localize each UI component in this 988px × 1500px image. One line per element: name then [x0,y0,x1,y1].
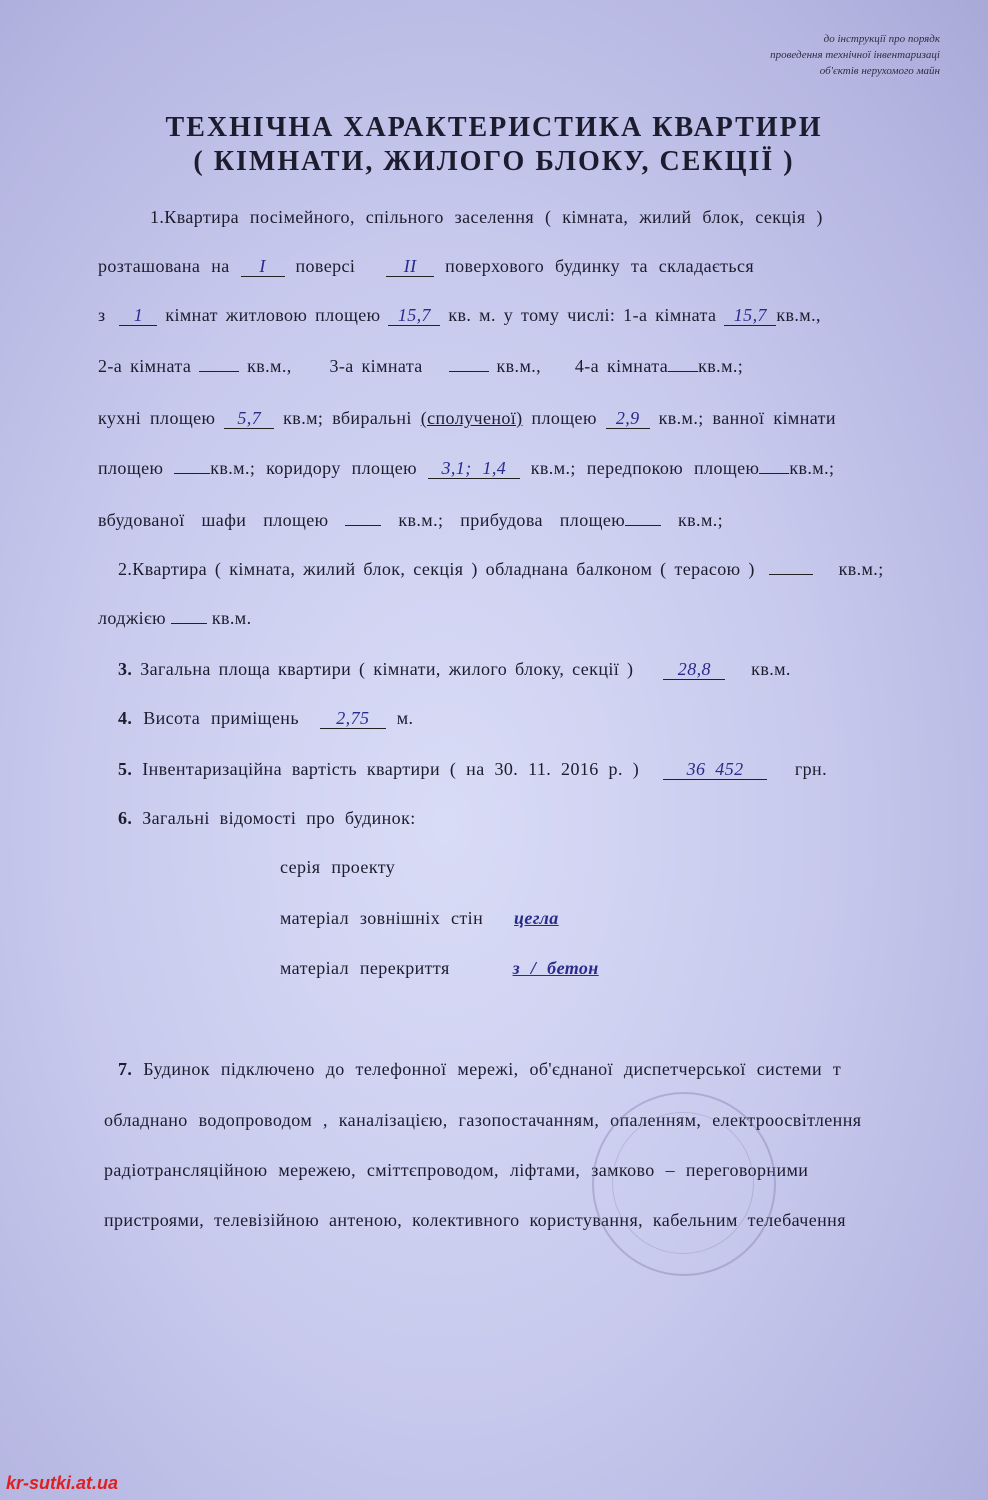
annex-blank [625,509,661,526]
s7-line-2: обладнано водопроводом , каналізацією, газопостачанням, опаленням, електроосвітлення [104,1110,862,1130]
floor-label: поверсі [295,256,356,276]
balcony-blank [769,558,813,575]
height-value: 2,75 [320,708,386,729]
floor-value: I [241,256,285,277]
loggia-blank [171,607,207,624]
combined-label: (сполученої) [420,408,523,428]
cost-label: Інвентаризаційна вартість квартири ( на 30. 11. 2016 р. ) [142,759,640,779]
room4-unit: кв.м.; [698,356,744,376]
s3-num: 3. [118,659,133,679]
cost-value: 36 452 [663,759,767,780]
living-area-value: 15,7 [388,305,440,326]
watermark: kr-sutki.at.ua [6,1473,119,1493]
height-label: Висота приміщень [143,708,299,728]
rooms-value: 1 [119,305,157,326]
loggia-label: лоджією [98,608,167,628]
loggia-unit: кв.м. [211,608,252,628]
header-line-1: до інструкції про порядк [823,33,940,45]
hall-blank [759,457,789,474]
s1-line-5 [98,408,836,429]
room2-label: 2-а кімната [98,356,192,376]
s7-line-4: пристроями, телевізійною антеною, колективного користування, кабельним телебачення [104,1210,846,1230]
closet-blank [345,509,381,526]
balcony-label: 2.Квартира ( кімната, жилий блок, секція ) обладнана балконом ( терасою ) [118,559,755,579]
room3-label: 3-а кімната [329,356,423,376]
rooms-label: кімнат житловою площею [165,305,381,325]
room2-blank [199,355,239,372]
s2-line-2 [98,607,252,629]
total-area-label: Загальна площа квартири ( кімнати, жилого блоку, секції ) [140,659,634,679]
kitchen-value: 5,7 [224,408,274,429]
s1-line-7 [98,509,723,531]
header-line-2: проведення технічної інвентаризаці [770,49,940,61]
s1-line-2 [98,256,754,277]
s4-line [118,708,413,729]
doc-title-line-1: ТЕХНІЧНА ХАРАКТЕРИСТИКА КВАРТИРИ [165,112,823,143]
header-line-3: об'єктів нерухомого майн [819,65,940,77]
s2-line-1 [118,558,884,580]
bath-label: кв.м.; ванної кімнати [658,408,836,428]
annex-label: кв.м.; прибудова площею [398,510,626,530]
cost-unit: грн. [794,759,827,779]
closet-label: вбудованої шафи площею [98,510,329,530]
room1-value: 15,7 [724,305,776,326]
corridor-label: кв.м.; коридору площею [210,458,417,478]
toilet-label: площею [531,408,597,428]
s6-line [118,808,416,829]
kitchen-unit: кв.м; вбиральні [283,408,412,428]
s1-line-1: 1.Квартира посімейного, спільного заселення ( кімната, жилий блок, секція ) [150,207,823,227]
walls-line [280,908,561,929]
s7-text-1: Будинок підключено до телефонної мережі, об'єднаної диспетчерської системи т [143,1059,842,1079]
s1-line-4 [98,355,743,377]
walls-value: цегла [514,908,559,928]
room2-unit: кв.м., [247,356,292,376]
floors-label: матеріал перекриття [280,958,450,978]
toilet-value: 2,9 [606,408,650,429]
total-area-unit: кв.м. [751,659,791,679]
room3-unit: кв.м., [496,356,542,376]
s3-line [118,659,791,680]
stamp-inner-ring [612,1112,754,1254]
room3-blank [449,355,489,372]
bath-area-label: площею [98,458,164,478]
floors-value: з / бетон [512,958,599,978]
walls-label: матеріал зовнішніх стін [280,908,484,928]
bath-blank [174,457,210,474]
s7-num: 7. [118,1059,133,1079]
hall-label: кв.м.; передпокою площею [530,458,760,478]
living-area-unit: кв. м. у тому числі: 1-а кімната [448,305,717,325]
s1-line-3 [98,305,821,326]
s1-line-6 [98,457,834,479]
storeys-label: поверхового будинку та складається [445,256,755,276]
series-label: серія проекту [280,857,396,877]
s7-line-1 [118,1059,841,1080]
room4-blank [668,355,698,372]
room1-unit: кв.м., [776,305,821,325]
hall-unit: кв.м.; [789,458,835,478]
s5-num: 5. [118,759,133,779]
corridor-value: 3,1; 1,4 [428,458,520,479]
located-label: розташована на [98,256,230,276]
s6-num: 6. [118,808,133,828]
s7-line-3: радіотрансляційною мережею, сміттєпроводом, ліфтами, замково – переговорними [104,1160,809,1180]
height-unit: м. [396,708,414,728]
floors-line [280,958,601,979]
balcony-unit: кв.м.; [838,559,884,579]
doc-title-line-2: ( КІМНАТИ, ЖИЛОГО БЛОКУ, СЕКЦІЇ ) [193,146,795,177]
s5-line [118,759,827,780]
s4-num: 4. [118,708,133,728]
total-area-value: 28,8 [663,659,725,680]
room4-label: 4-а кімната [574,356,669,376]
kitchen-label: кухні площею [98,408,216,428]
building-info-label: Загальні відомості про будинок: [142,808,416,828]
storeys-value: II [386,256,434,277]
from-label: з [98,305,106,325]
annex-unit: кв.м.; [678,510,724,530]
